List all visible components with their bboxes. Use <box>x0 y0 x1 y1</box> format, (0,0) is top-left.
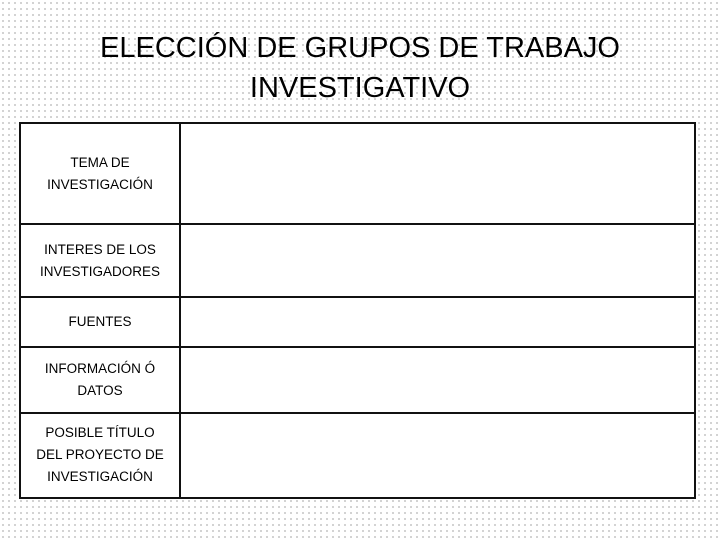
row-label-interest <box>20 224 180 297</box>
label-line: INTERES DE LOS <box>44 241 156 257</box>
form-row-interest <box>20 224 695 297</box>
slide-title <box>40 28 680 108</box>
value-cell-interest[interactable] <box>180 224 695 297</box>
label-line: INVESTIGACIÓN <box>47 176 153 192</box>
form-row-project-title <box>20 413 695 498</box>
research-group-form-table <box>19 122 696 499</box>
slide-title-line-1: ELECCIÓN DE GRUPOS DE TRABAJO <box>100 32 620 64</box>
row-label-sources <box>20 297 180 346</box>
value-cell-information[interactable] <box>180 347 695 413</box>
row-label-project-title <box>20 413 180 498</box>
label-line: DEL PROYECTO DE <box>36 447 164 463</box>
value-cell-topic[interactable] <box>180 123 695 224</box>
label-line: TEMA DE <box>70 154 130 170</box>
label-line: POSIBLE TÍTULO <box>45 425 155 441</box>
label-line: FUENTES <box>68 314 132 330</box>
slide-title-line-2: INVESTIGATIVO <box>249 72 471 104</box>
value-cell-project-title[interactable] <box>180 413 695 498</box>
label-line: DATOS <box>77 382 123 398</box>
value-cell-sources[interactable] <box>180 297 695 346</box>
form-row-information <box>20 347 695 413</box>
form-row-sources <box>20 297 695 346</box>
row-label-information <box>20 347 180 413</box>
label-line: INFORMACIÓN Ó <box>44 360 156 376</box>
label-line: INVESTIGACIÓN <box>47 469 153 485</box>
row-label-topic <box>20 123 180 224</box>
label-line: INVESTIGADORES <box>39 263 161 279</box>
form-row-topic <box>20 123 695 224</box>
